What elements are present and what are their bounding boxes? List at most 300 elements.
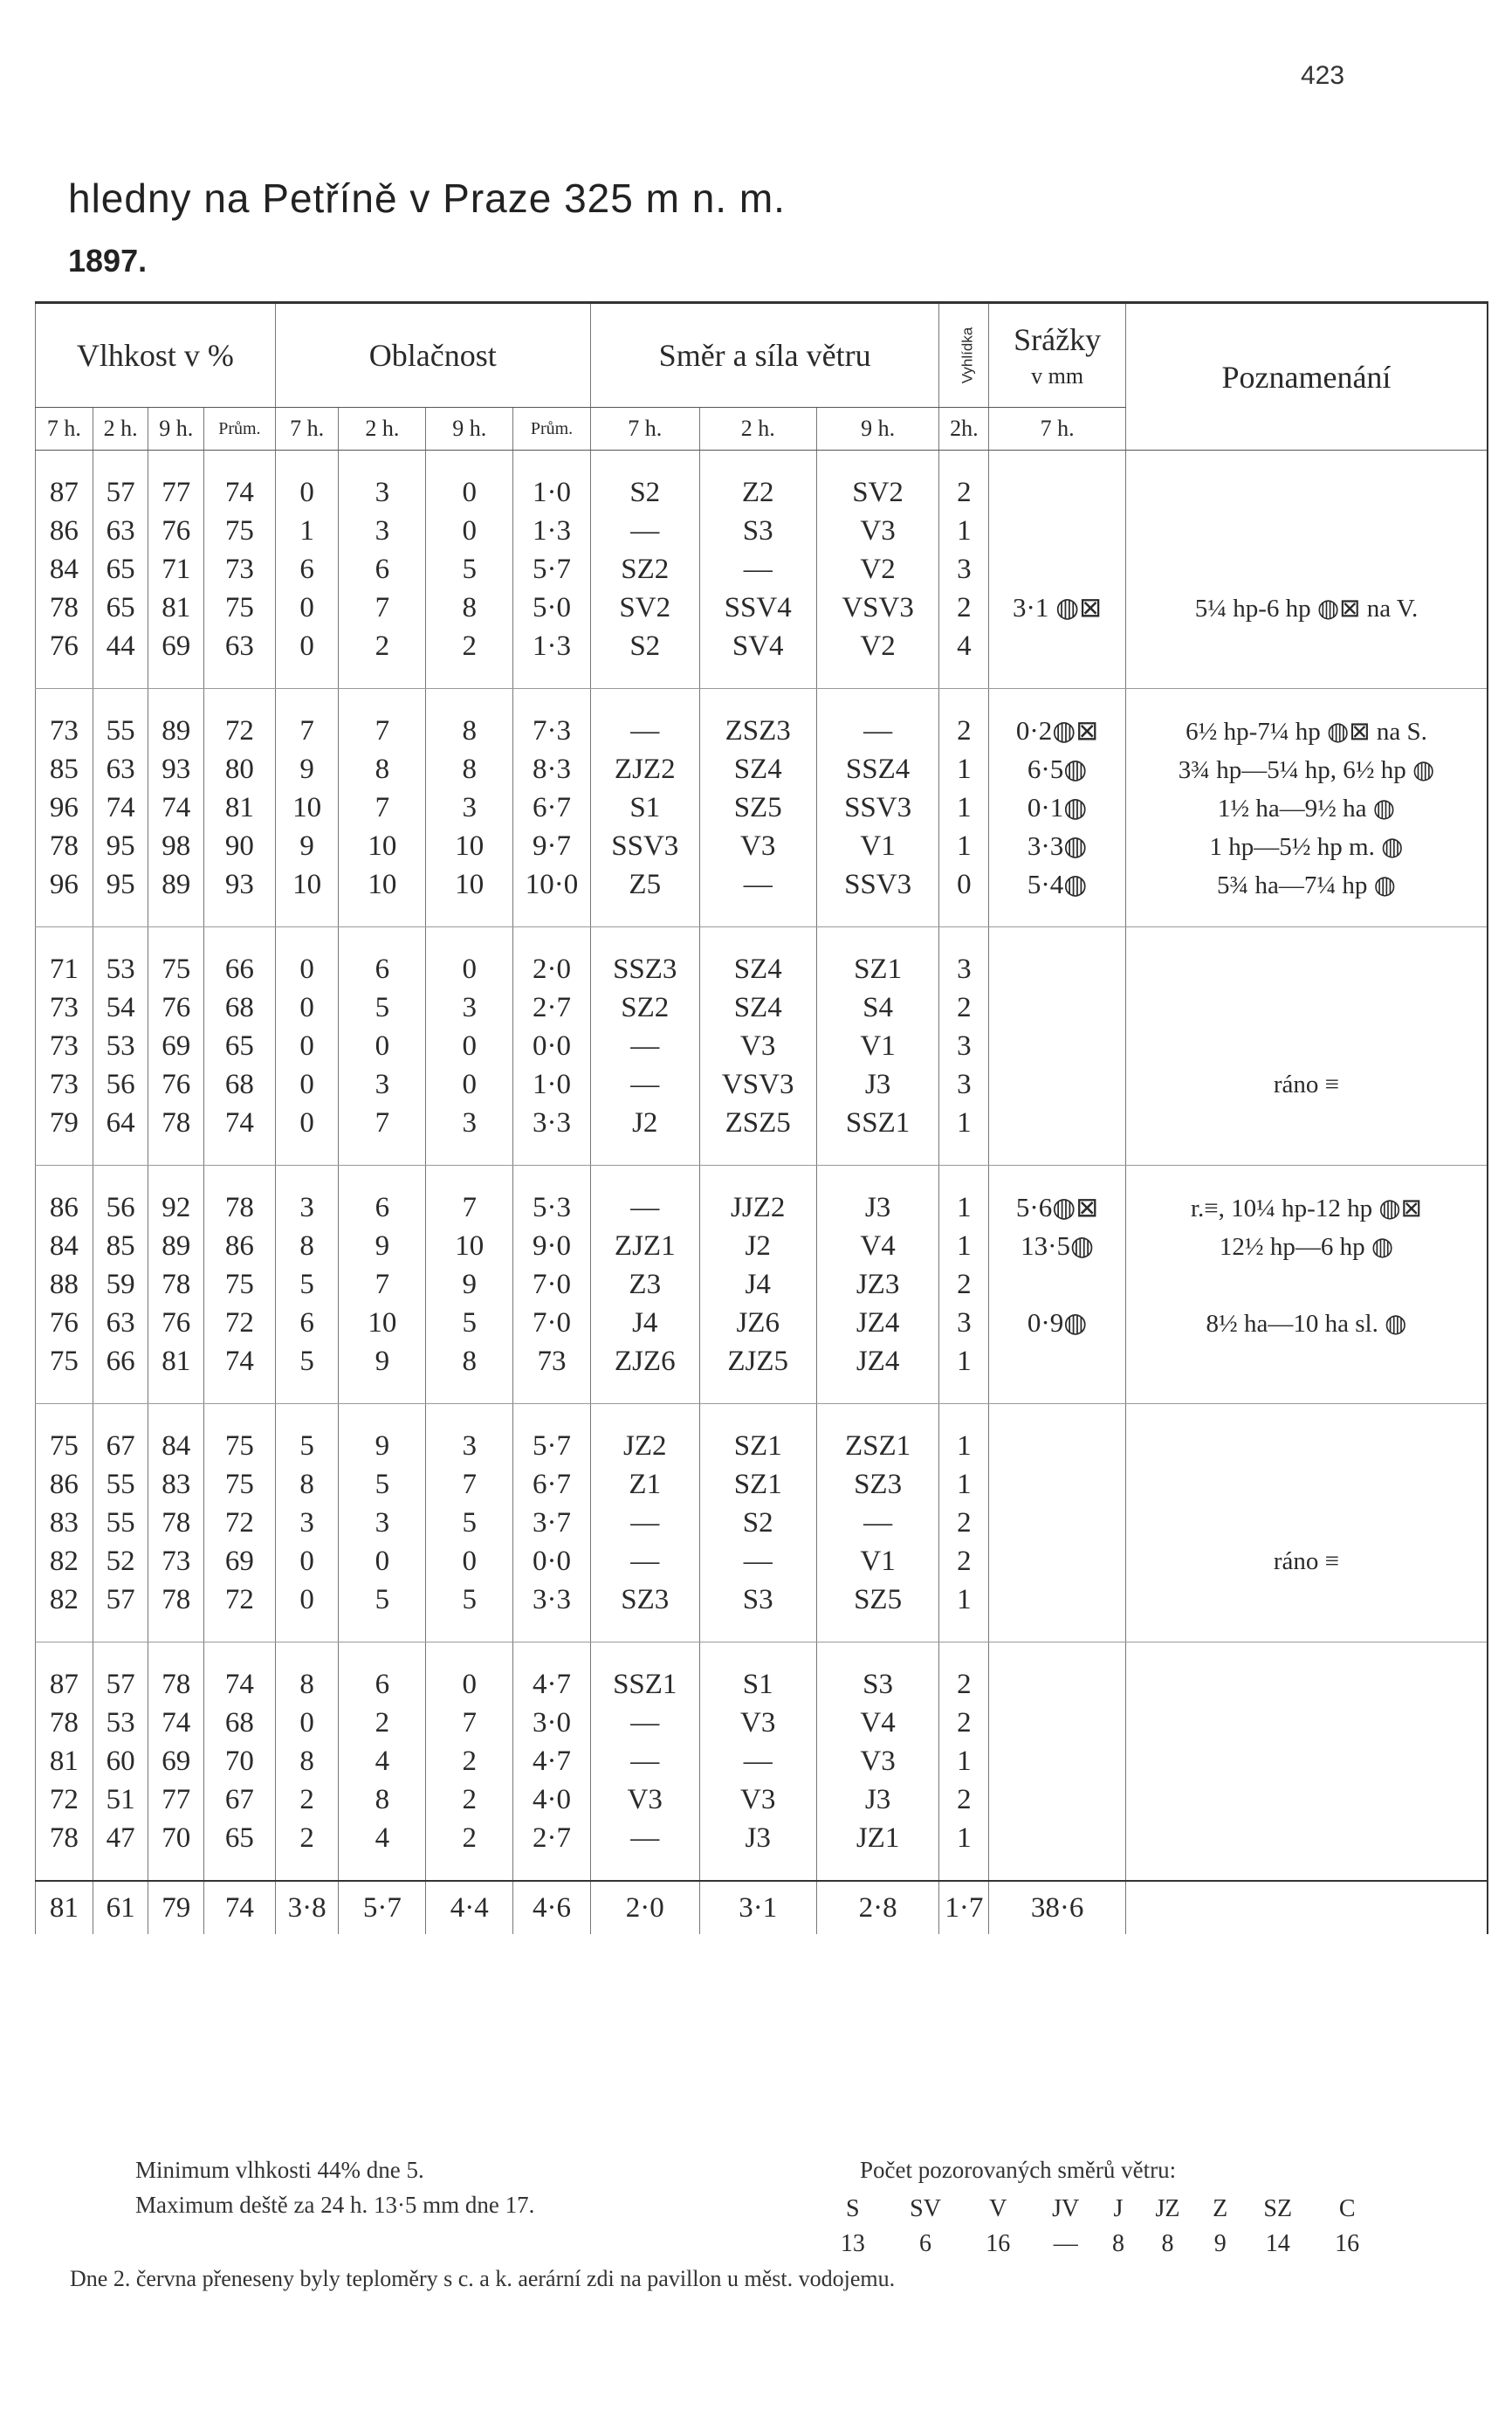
spacer-cell: [93, 1381, 148, 1404]
data-cell: 10: [426, 1227, 513, 1265]
data-cell: 74: [204, 1104, 276, 1142]
data-cell: 96: [36, 865, 93, 904]
table-row: [36, 512, 1488, 550]
data-cell: 8: [275, 1465, 339, 1504]
data-cell: 5: [426, 1580, 513, 1619]
note-cell: [1125, 1027, 1488, 1065]
subheader: 9 h.: [426, 408, 513, 451]
spacer-cell: [699, 904, 816, 927]
data-cell: 76: [148, 1065, 204, 1104]
data-cell: 1: [939, 1104, 989, 1142]
spacer-cell: [699, 1166, 816, 1189]
spacer-cell: [148, 904, 204, 927]
subheader: 2 h.: [699, 408, 816, 451]
spacer-cell: [939, 904, 989, 927]
footer-counts-title: Počet pozorovaných směrů větru:: [860, 2157, 1177, 2183]
data-cell: 3: [426, 1427, 513, 1465]
data-cell: J2: [699, 1227, 816, 1265]
data-cell: 75: [204, 589, 276, 627]
data-cell: 9: [275, 750, 339, 788]
data-cell: 0: [275, 473, 339, 512]
wind-count-dir: SZ: [1263, 2195, 1293, 2222]
data-cell: 2: [426, 1742, 513, 1780]
data-cell: 72: [204, 1504, 276, 1542]
spacer-cell: [36, 1142, 93, 1166]
data-cell: 5: [275, 1342, 339, 1381]
table-row: [36, 1027, 1488, 1065]
data-cell: 6: [339, 1188, 426, 1227]
spacer-cell: [816, 1142, 939, 1166]
data-cell: 83: [36, 1504, 93, 1542]
spacer-cell: [36, 1381, 93, 1404]
spacer-cell: [204, 1857, 276, 1881]
data-cell: 2·0: [513, 950, 591, 988]
table-spacer: [36, 1142, 1488, 1166]
data-cell: 10: [275, 865, 339, 904]
table-spacer: [36, 904, 1488, 927]
precip-cell: [989, 627, 1126, 665]
spacer-cell: [816, 1857, 939, 1881]
data-cell: 68: [204, 1065, 276, 1104]
data-cell: S2: [590, 627, 699, 665]
precip-cell: 3·1 ◍⊠: [989, 589, 1126, 627]
note-cell: [1125, 1465, 1488, 1504]
note-cell: [1125, 1265, 1488, 1304]
wind-counts: [821, 2192, 1379, 2262]
data-cell: S1: [699, 1665, 816, 1704]
data-cell: 2: [339, 627, 426, 665]
data-cell: —: [590, 1065, 699, 1104]
data-cell: 81: [36, 1742, 93, 1780]
data-cell: 2: [939, 473, 989, 512]
spacer-cell: [204, 927, 276, 951]
data-cell: SSZ3: [590, 950, 699, 988]
data-cell: 2: [939, 1542, 989, 1580]
spacer-cell: [590, 689, 699, 713]
data-cell: 65: [204, 1027, 276, 1065]
spacer-cell: [93, 689, 148, 713]
data-cell: 53: [93, 1704, 148, 1742]
summary-cell: 61: [93, 1881, 148, 1934]
spacer-cell: [339, 927, 426, 951]
data-cell: 63: [93, 1304, 148, 1342]
data-cell: 74: [204, 473, 276, 512]
spacer-cell: [816, 1642, 939, 1666]
spacer-cell: [590, 1381, 699, 1404]
note-cell: [1125, 1580, 1488, 1619]
data-cell: 3: [426, 1104, 513, 1142]
data-cell: 0: [426, 1542, 513, 1580]
spacer-cell: [699, 451, 816, 474]
subheader: 7 h.: [275, 408, 339, 451]
data-cell: J4: [590, 1304, 699, 1342]
data-cell: 2: [426, 1780, 513, 1819]
data-cell: SSV4: [699, 589, 816, 627]
wind-count-dir: SV: [910, 2195, 941, 2222]
spacer-cell: [148, 665, 204, 689]
precip-cell: [989, 1265, 1126, 1304]
table-row: [36, 1427, 1488, 1465]
data-cell: 47: [93, 1819, 148, 1857]
data-cell: SSZ1: [590, 1665, 699, 1704]
data-cell: 2: [939, 1704, 989, 1742]
data-cell: 5·7: [513, 1427, 591, 1465]
data-cell: SSV3: [816, 865, 939, 904]
precip-cell: 0·9◍: [989, 1304, 1126, 1342]
note-cell: [1125, 627, 1488, 665]
spacer-cell: [275, 665, 339, 689]
spacer-cell: [204, 665, 276, 689]
data-cell: 8: [426, 589, 513, 627]
spacer-cell: [204, 1642, 276, 1666]
data-cell: —: [590, 712, 699, 750]
data-cell: 2: [939, 589, 989, 627]
precip-cell: [989, 1819, 1126, 1857]
data-cell: JZ1: [816, 1819, 939, 1857]
header-precip-label: Srážky: [1014, 322, 1102, 357]
note-cell: [1125, 1104, 1488, 1142]
note-cell: 6½ hp-7¼ hp ◍⊠ na S.: [1125, 712, 1488, 750]
data-cell: 55: [93, 712, 148, 750]
data-cell: 2: [275, 1819, 339, 1857]
precip-cell: 5·4◍: [989, 865, 1126, 904]
data-cell: 57: [93, 1580, 148, 1619]
data-cell: 52: [93, 1542, 148, 1580]
subheader: 7 h.: [36, 408, 93, 451]
table-row: [36, 1265, 1488, 1304]
table-row: [36, 1542, 1488, 1580]
data-cell: 69: [148, 1742, 204, 1780]
data-cell: SZ5: [699, 788, 816, 827]
data-cell: 68: [204, 1704, 276, 1742]
data-cell: 78: [148, 1665, 204, 1704]
spacer-cell: [148, 1381, 204, 1404]
spacer-cell: [1125, 904, 1488, 927]
header-precip-unit: v mm: [1031, 363, 1084, 389]
spacer-cell: [36, 1404, 93, 1428]
spacer-cell: [513, 451, 591, 474]
data-cell: 8: [275, 1665, 339, 1704]
subheader: 7 h.: [590, 408, 699, 451]
spacer-cell: [989, 1381, 1126, 1404]
subheader: 7 h.: [989, 408, 1126, 451]
data-cell: 10: [339, 865, 426, 904]
data-cell: 1·0: [513, 473, 591, 512]
summary-cell: 5·7: [339, 1881, 426, 1934]
data-cell: 95: [93, 827, 148, 865]
data-cell: V2: [816, 627, 939, 665]
data-cell: 1: [939, 1465, 989, 1504]
data-cell: 78: [204, 1188, 276, 1227]
spacer-cell: [426, 1642, 513, 1666]
data-cell: J3: [816, 1780, 939, 1819]
note-cell: 1½ ha—9½ ha ◍: [1125, 788, 1488, 827]
header-precip: [989, 303, 1126, 408]
data-cell: —: [590, 1704, 699, 1742]
spacer-cell: [93, 1857, 148, 1881]
data-cell: 55: [93, 1504, 148, 1542]
wind-count-directions: [821, 2192, 1379, 2227]
spacer-cell: [590, 904, 699, 927]
spacer-cell: [989, 689, 1126, 713]
data-cell: 68: [204, 988, 276, 1027]
spacer-cell: [816, 689, 939, 713]
spacer-cell: [275, 1381, 339, 1404]
data-cell: 0: [339, 1027, 426, 1065]
table-row: [36, 627, 1488, 665]
subheader: 9 h.: [148, 408, 204, 451]
spacer-cell: [275, 904, 339, 927]
spacer-cell: [513, 1166, 591, 1189]
precip-cell: [989, 473, 1126, 512]
wind-count-dir: S: [846, 2195, 860, 2222]
data-cell: 0: [275, 1065, 339, 1104]
data-cell: 63: [93, 512, 148, 550]
data-cell: 2: [939, 1665, 989, 1704]
data-cell: 77: [148, 1780, 204, 1819]
precip-cell: [989, 1704, 1126, 1742]
data-cell: JZ4: [816, 1304, 939, 1342]
data-cell: V4: [816, 1704, 939, 1742]
spacer-cell: [426, 1619, 513, 1642]
spacer-cell: [339, 1166, 426, 1189]
data-cell: 9: [426, 1265, 513, 1304]
data-cell: SSV3: [816, 788, 939, 827]
data-cell: 1: [939, 788, 989, 827]
precip-cell: [989, 1504, 1126, 1542]
data-cell: 9: [275, 827, 339, 865]
data-cell: ZSZ5: [699, 1104, 816, 1142]
summary-row: [36, 1881, 1488, 1934]
spacer-cell: [816, 451, 939, 474]
data-cell: 3: [275, 1504, 339, 1542]
spacer-cell: [275, 1857, 339, 1881]
data-cell: 73: [513, 1342, 591, 1381]
data-cell: 75: [36, 1427, 93, 1465]
spacer-cell: [36, 1857, 93, 1881]
data-cell: 3: [339, 1065, 426, 1104]
data-cell: V4: [816, 1227, 939, 1265]
data-cell: 74: [204, 1665, 276, 1704]
data-cell: 0·0: [513, 1542, 591, 1580]
data-cell: 59: [93, 1265, 148, 1304]
spacer-cell: [426, 451, 513, 474]
data-cell: ZJZ5: [699, 1342, 816, 1381]
spacer-cell: [339, 689, 426, 713]
data-cell: ZSZ1: [816, 1427, 939, 1465]
data-cell: 76: [36, 1304, 93, 1342]
data-cell: 7: [339, 1104, 426, 1142]
subheader: Prům.: [204, 408, 276, 451]
data-cell: 57: [93, 1665, 148, 1704]
data-cell: SZ2: [590, 550, 699, 589]
spacer-cell: [426, 665, 513, 689]
summary-cell: 2·8: [816, 1881, 939, 1934]
data-cell: V1: [816, 827, 939, 865]
data-cell: 77: [148, 473, 204, 512]
spacer-cell: [590, 665, 699, 689]
note-cell: [1125, 1504, 1488, 1542]
data-cell: 3: [339, 512, 426, 550]
precip-cell: [989, 550, 1126, 589]
spacer-cell: [148, 1142, 204, 1166]
data-cell: 65: [93, 589, 148, 627]
data-cell: S4: [816, 988, 939, 1027]
note-cell: [1125, 512, 1488, 550]
note-cell: [1125, 1819, 1488, 1857]
spacer-cell: [148, 1619, 204, 1642]
spacer-cell: [426, 1381, 513, 1404]
spacer-cell: [204, 451, 276, 474]
spacer-cell: [204, 1381, 276, 1404]
data-cell: 75: [204, 512, 276, 550]
spacer-cell: [816, 665, 939, 689]
data-cell: 3: [275, 1188, 339, 1227]
data-cell: 75: [148, 950, 204, 988]
spacer-cell: [590, 1404, 699, 1428]
data-cell: 2: [939, 988, 989, 1027]
data-cell: 0: [275, 950, 339, 988]
spacer-cell: [204, 689, 276, 713]
data-cell: 3: [426, 988, 513, 1027]
data-cell: 7: [339, 788, 426, 827]
note-cell: [1125, 550, 1488, 589]
spacer-cell: [699, 1857, 816, 1881]
table-row: [36, 550, 1488, 589]
spacer-cell: [513, 1381, 591, 1404]
header-cloudiness: Oblačnost: [275, 303, 590, 408]
data-cell: 78: [36, 1704, 93, 1742]
spacer-cell: [275, 1166, 339, 1189]
table-spacer: [36, 1642, 1488, 1666]
spacer-cell: [939, 665, 989, 689]
note-cell: [1125, 988, 1488, 1027]
data-cell: SV2: [816, 473, 939, 512]
precip-cell: [989, 1665, 1126, 1704]
summary-cell: 81: [36, 1881, 93, 1934]
spacer-cell: [699, 1619, 816, 1642]
data-cell: J3: [816, 1065, 939, 1104]
table-spacer: [36, 1381, 1488, 1404]
table-row: [36, 750, 1488, 788]
data-cell: 2: [939, 1780, 989, 1819]
wind-count-dir: J: [1113, 2195, 1124, 2222]
data-cell: 5·3: [513, 1188, 591, 1227]
table-row: [36, 1188, 1488, 1227]
data-cell: 75: [204, 1465, 276, 1504]
summary-cell: [1125, 1881, 1488, 1934]
table-row: [36, 1065, 1488, 1104]
data-cell: 5: [426, 1504, 513, 1542]
header-notes: Poznamenání: [1125, 303, 1488, 451]
data-cell: 7: [275, 712, 339, 750]
data-cell: VSV3: [699, 1065, 816, 1104]
table-row: [36, 1704, 1488, 1742]
spacer-cell: [939, 1404, 989, 1428]
data-cell: 8: [339, 1780, 426, 1819]
note-cell: [1125, 1780, 1488, 1819]
note-cell: 5¼ hp-6 hp ◍⊠ na V.: [1125, 589, 1488, 627]
note-cell: [1125, 1704, 1488, 1742]
data-cell: 76: [148, 1304, 204, 1342]
spacer-cell: [939, 1619, 989, 1642]
data-cell: 69: [204, 1542, 276, 1580]
data-cell: 8: [275, 1227, 339, 1265]
data-cell: 80: [204, 750, 276, 788]
summary-cell: 38·6: [989, 1881, 1126, 1934]
data-cell: 5: [339, 988, 426, 1027]
footer-note: Dne 2. června přeneseny byly teploměry s c. a k. aerární zdi na pavillon u měst. vodojemu.: [70, 2266, 896, 2291]
wind-count-dir: JV: [1052, 2195, 1080, 2222]
data-cell: 73: [36, 1065, 93, 1104]
data-cell: 74: [148, 788, 204, 827]
data-cell: 74: [148, 1704, 204, 1742]
spacer-cell: [590, 1642, 699, 1666]
data-cell: 75: [36, 1342, 93, 1381]
precip-cell: [989, 988, 1126, 1027]
data-cell: 82: [36, 1580, 93, 1619]
data-cell: 9·7: [513, 827, 591, 865]
spacer-cell: [275, 1642, 339, 1666]
note-cell: 12½ hp—6 hp ◍: [1125, 1227, 1488, 1265]
data-cell: 72: [204, 1580, 276, 1619]
data-cell: 78: [148, 1265, 204, 1304]
precip-cell: [989, 1780, 1126, 1819]
summary-cell: 1·7: [939, 1881, 989, 1934]
table-row: [36, 589, 1488, 627]
data-cell: 5: [275, 1265, 339, 1304]
data-cell: 2: [275, 1780, 339, 1819]
spacer-cell: [1125, 1642, 1488, 1666]
data-cell: SZ2: [590, 988, 699, 1027]
table-row: [36, 1665, 1488, 1704]
data-cell: 88: [36, 1265, 93, 1304]
spacer-cell: [699, 1404, 816, 1428]
spacer-cell: [513, 1142, 591, 1166]
data-cell: —: [590, 1504, 699, 1542]
spacer-cell: [204, 1619, 276, 1642]
data-cell: ZSZ3: [699, 712, 816, 750]
data-cell: 75: [204, 1265, 276, 1304]
data-cell: J3: [699, 1819, 816, 1857]
precip-cell: [989, 1065, 1126, 1104]
spacer-cell: [339, 1404, 426, 1428]
observation-table-wrap: [35, 301, 1488, 1934]
data-cell: 72: [36, 1780, 93, 1819]
data-cell: 2·7: [513, 988, 591, 1027]
data-cell: 73: [36, 712, 93, 750]
wind-count-dir: V: [989, 2195, 1007, 2222]
data-cell: —: [699, 1742, 816, 1780]
spacer-cell: [699, 1642, 816, 1666]
spacer-cell: [204, 1404, 276, 1428]
spacer-cell: [590, 1619, 699, 1642]
data-cell: 4: [339, 1742, 426, 1780]
data-cell: 65: [93, 550, 148, 589]
spacer-cell: [426, 689, 513, 713]
footer-max-rain: Maximum deště za 24 h. 13·5 mm dne 17.: [135, 2192, 535, 2218]
data-cell: V3: [699, 1704, 816, 1742]
spacer-cell: [93, 904, 148, 927]
data-cell: 9: [339, 1227, 426, 1265]
data-cell: —: [699, 550, 816, 589]
note-cell: [1125, 950, 1488, 988]
data-cell: 71: [148, 550, 204, 589]
summary-cell: 4·4: [426, 1881, 513, 1934]
spacer-cell: [513, 1857, 591, 1881]
data-cell: 4·0: [513, 1780, 591, 1819]
spacer-cell: [36, 927, 93, 951]
